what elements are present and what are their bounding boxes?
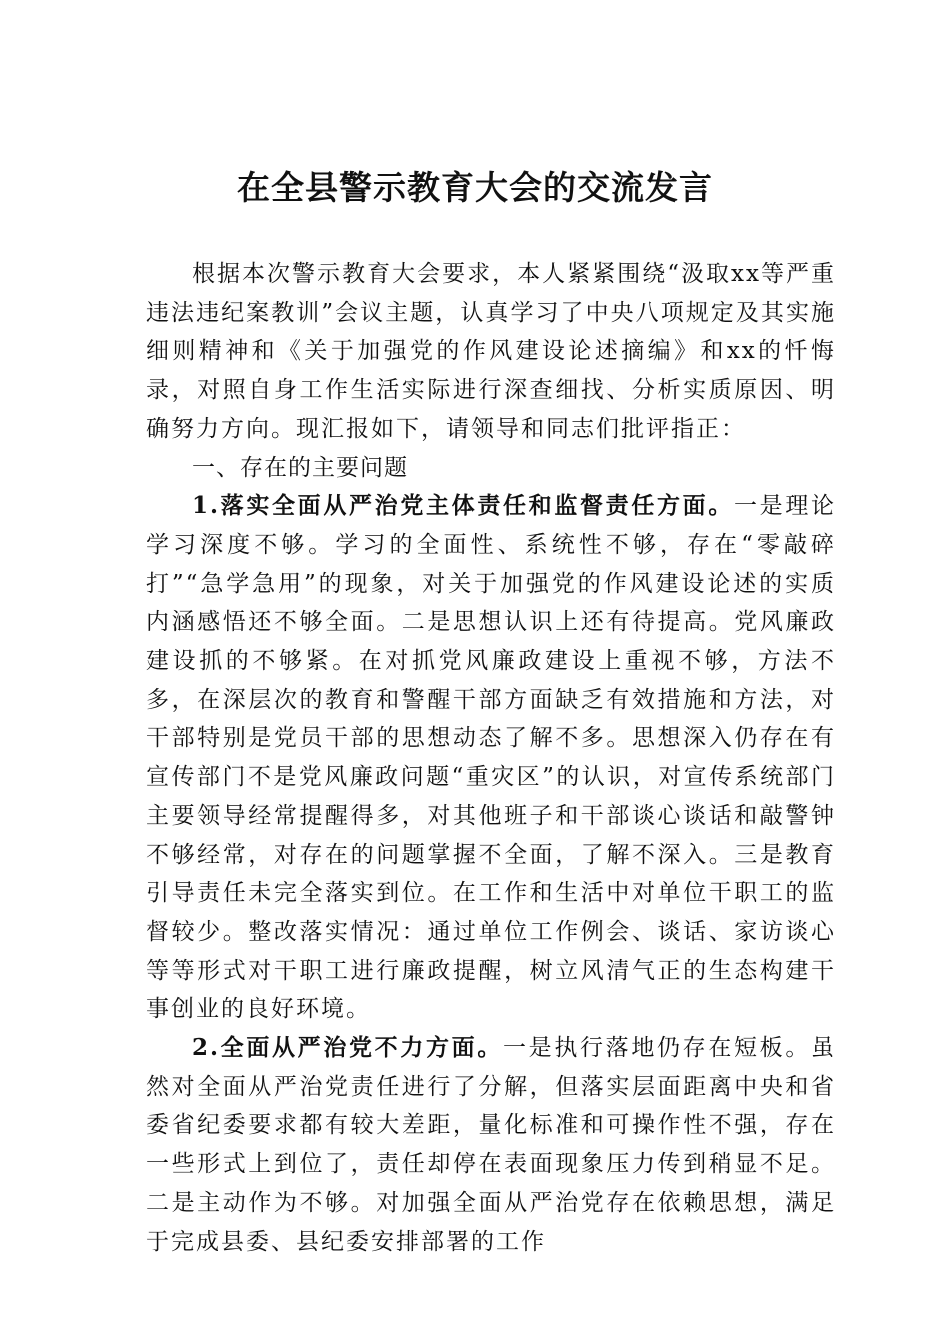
document-body bbox=[146, 255, 836, 1261]
item-1-text: 一是理论学习深度不够。学习的全面性、系统性不够，存在“零敲碎打”“急学急用”的现象，对关于加强党的作风建设论述的实质内涵感悟还不够全面。二是思想认识上还有待提高。党风廉政建设抓的不够紧。在对抓党风廉政建设上重视不够，方法不多，在深层次的教育和警醒干部方面缺乏有效措施和方法，对干部特别是党员干部的思想动态了解不多。思想深入仍存在有宣传部门不是党风廉政问题“重灾区”的认识，对宣传系统部门主要领导经常提醒得多，对其他班子和干部谈心谈话和敲警钟不够经常，对存在的问题掌握不全面，了解不深入。三是教育引导责任未完全落实到位。在工作和生活中对单位干职工的监督较少。整改落实情况：通过单位工作例会、谈话、家访谈心等等形式对干职工进行廉政提醒，树立风清气正的生态构建干事创业的良好环境。 bbox=[146, 493, 836, 1023]
item-2-paragraph bbox=[146, 1029, 836, 1261]
section-heading: 一、存在的主要问题 bbox=[192, 454, 408, 481]
item-2-text: 一是执行落地仍存在短板。虽然对全面从严治党责任进行了分解，但落实层面距离中央和省委省纪委要求都有较大差距，量化标准和可操作性不强，存在一些形式上到位了，责任却停在表面现象压力传到稍显不足。二是主动作为不够。对加强全面从严治党存在依赖思想，满足于完成县委、县纪委安排部署的工作 bbox=[146, 1035, 837, 1255]
item-1-lead: 1.落实全面从严治党主体责任和监督责任方面。 bbox=[192, 492, 734, 520]
intro-paragraph: 根据本次警示教育大会要求，本人紧紧围绕“汲取xx等严重违法违纪案教训”会议主题，认真学习了中央八项规定及其实施细则精神和《关于加强党的作风建设论述摘编》和xx的忏悔录，对照自身工作生活实际进行深查细找、分析实质原因、明确努力方向。现汇报如下，请领导和同志们批评指正： bbox=[146, 261, 836, 442]
document-title: 在全县警示教育大会的交流发言 bbox=[237, 168, 713, 207]
item-1-paragraph bbox=[146, 487, 836, 1029]
item-2-lead: 2.全面从严治党不力方面。 bbox=[192, 1034, 504, 1062]
